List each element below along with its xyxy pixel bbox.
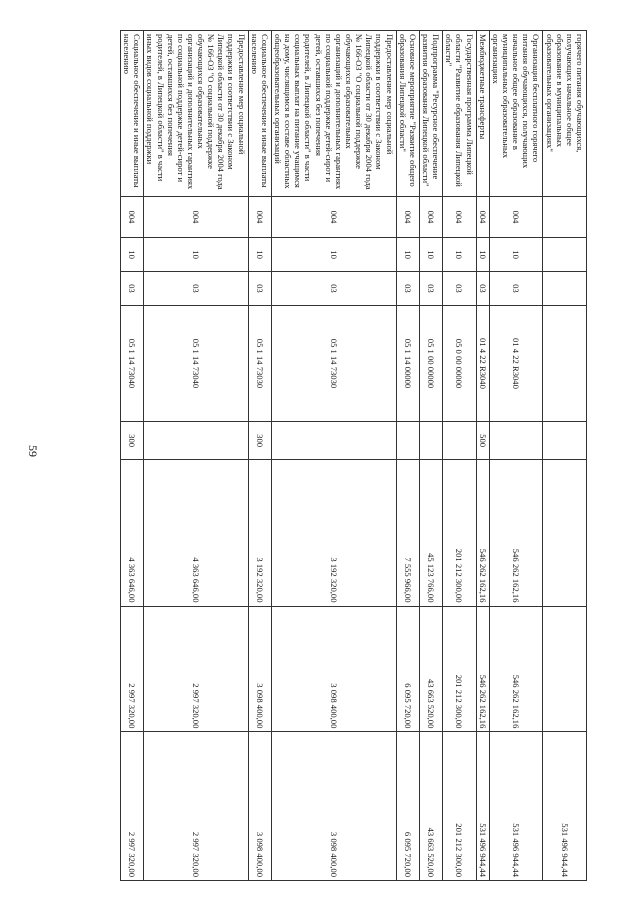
row-expense-type: 300: [120, 422, 143, 460]
row-value-2: [543, 606, 587, 732]
table-row: [271, 31, 396, 881]
row-expense-type: [443, 422, 476, 460]
row-category: 004: [419, 196, 442, 238]
row-value-3: 2 997 320,00: [120, 732, 143, 881]
row-section: [543, 238, 587, 272]
row-value-2: 546 262 162,16: [476, 606, 489, 732]
row-section: 10: [489, 238, 543, 272]
row-subsection: [543, 272, 587, 306]
page-number: 59: [26, 445, 40, 457]
row-value-1: 546 262 162,16: [489, 459, 543, 606]
row-value-1: 546 262 162,16: [476, 459, 489, 606]
row-category: 004: [489, 196, 543, 238]
row-category: 004: [396, 196, 419, 238]
row-subsection: 03: [396, 272, 419, 306]
row-category: 004: [248, 196, 271, 238]
table-row: [476, 31, 489, 881]
budget-table: [120, 30, 587, 881]
row-value-1: 3 192 320,00: [271, 459, 396, 606]
row-article: [543, 305, 587, 422]
row-name: горячего питания обучающихся, получающих начальное общее образование в муниципальных образовательных организациях": [543, 31, 587, 197]
row-expense-type: 500: [476, 422, 489, 460]
row-section: 10: [419, 238, 442, 272]
row-value-1: 4 363 646,00: [120, 459, 143, 606]
row-name: Предоставление мер социальной поддержки в соответствии с Законом Липецкой области от 30 декабря 2004 года № 166-ОЗ "О социальной поддержке обучающихся образовательных организаций и дополнительных гарантиях по социальной поддержке детей-сирот и детей, оставшихся без попечения родителей, в Липецкой области" в части иных видов социальной поддержки: [144, 31, 248, 197]
row-subsection: 03: [489, 272, 543, 306]
row-article: 01 4 22 R3040: [476, 305, 489, 422]
row-expense-type: [543, 422, 587, 460]
table-row: [489, 31, 543, 881]
row-article: 05 1 14 73040: [144, 305, 248, 422]
row-section: 10: [120, 238, 143, 272]
row-value-2: 546 262 162,16: [489, 606, 543, 732]
row-subsection: 03: [144, 272, 248, 306]
table-row: [443, 31, 476, 881]
row-section: 10: [396, 238, 419, 272]
table-row: [144, 31, 248, 881]
row-name: Предоставление мер социальной поддержки в соответствии с Законом Липецкой области от 30 декабря 2004 года № 166-ОЗ "О социальной поддержке обучающихся образовательных организаций и дополнительных гарантиях по социальной поддержке детей-сирот и детей, оставшихся без попечения родителей, в Липецкой области" в части социальных выплат на питание учащимся на дому, числящимся в составе областных общеобразовательных организаций: [271, 31, 396, 197]
row-subsection: 03: [120, 272, 143, 306]
row-value-2: 43 663 520,00: [419, 606, 442, 732]
row-value-2: 201 212 300,00: [443, 606, 476, 732]
row-expense-type: 300: [248, 422, 271, 460]
row-article: 01 4 22 R3040: [489, 305, 543, 422]
row-value-1: 201 212 300,00: [443, 459, 476, 606]
row-value-3: 2 997 320,00: [144, 732, 248, 881]
table-row: [543, 31, 587, 881]
row-category: 004: [271, 196, 396, 238]
row-expense-type: [489, 422, 543, 460]
row-value-3: 6 095 720,00: [396, 732, 419, 881]
table-row: [396, 31, 419, 881]
budget-table-body: [120, 31, 586, 881]
row-value-3: 3 098 400,00: [248, 732, 271, 881]
row-value-2: 2 997 320,00: [144, 606, 248, 732]
table-row: [248, 31, 271, 881]
rotated-table-wrapper: [120, 30, 587, 881]
row-article: 05 0 00 00000: [443, 305, 476, 422]
row-value-2: 2 997 320,00: [120, 606, 143, 732]
row-category: 004: [443, 196, 476, 238]
row-value-1: 45 123 766,00: [419, 459, 442, 606]
row-subsection: 03: [443, 272, 476, 306]
row-category: 004: [120, 196, 143, 238]
row-value-2: 3 098 400,00: [248, 606, 271, 732]
row-subsection: 03: [419, 272, 442, 306]
row-name: Организация бесплатного горячего питания обучающихся, получающих начальное общее образование в муниципальных образовательных организациях: [489, 31, 543, 197]
row-section: 10: [476, 238, 489, 272]
row-value-3: 201 212 300,00: [443, 732, 476, 881]
row-value-3: 531 496 944,44: [489, 732, 543, 881]
row-value-3: 531 496 944,44: [476, 732, 489, 881]
row-value-1: [543, 459, 587, 606]
row-section: 10: [248, 238, 271, 272]
row-name: Социальное обеспечение и иные выплаты населению: [120, 31, 143, 197]
row-section: 10: [271, 238, 396, 272]
row-name: Государственная программа Липецкой области "Развитие образования Липецкой области": [443, 31, 476, 197]
row-name: Основное мероприятие "Развитие общего образования Липецкой области": [396, 31, 419, 197]
row-expense-type: [419, 422, 442, 460]
row-value-3: 43 663 520,00: [419, 732, 442, 881]
row-value-1: 7 555 966,00: [396, 459, 419, 606]
row-expense-type: [396, 422, 419, 460]
row-value-1: 4 363 646,00: [144, 459, 248, 606]
row-article: 05 1 14 73030: [271, 305, 396, 422]
table-row: [419, 31, 442, 881]
row-article: 05 1 14 73030: [248, 305, 271, 422]
row-name: Межбюджетные трансферты: [476, 31, 489, 197]
row-category: [543, 196, 587, 238]
row-article: 05 1 14 73040: [120, 305, 143, 422]
table-row: [120, 31, 143, 881]
row-expense-type: [271, 422, 396, 460]
row-value-1: 3 192 320,00: [248, 459, 271, 606]
row-article: 05 1 14 00000: [396, 305, 419, 422]
row-section: 10: [443, 238, 476, 272]
row-value-2: 6 095 720,00: [396, 606, 419, 732]
row-value-3: 531 496 944,44: [543, 732, 587, 881]
row-name: Подпрограмма "Ресурсное обеспечение развития образования Липецкой области": [419, 31, 442, 197]
row-section: 10: [144, 238, 248, 272]
row-name: Социальное обеспечение и иные выплаты населению: [248, 31, 271, 197]
row-article: 05 1 00 00000: [419, 305, 442, 422]
row-category: 004: [476, 196, 489, 238]
row-subsection: 03: [271, 272, 396, 306]
row-expense-type: [144, 422, 248, 460]
row-value-3: 3 098 400,00: [271, 732, 396, 881]
row-category: 004: [144, 196, 248, 238]
row-subsection: 03: [476, 272, 489, 306]
row-subsection: 03: [248, 272, 271, 306]
row-value-2: 3 098 400,00: [271, 606, 396, 732]
